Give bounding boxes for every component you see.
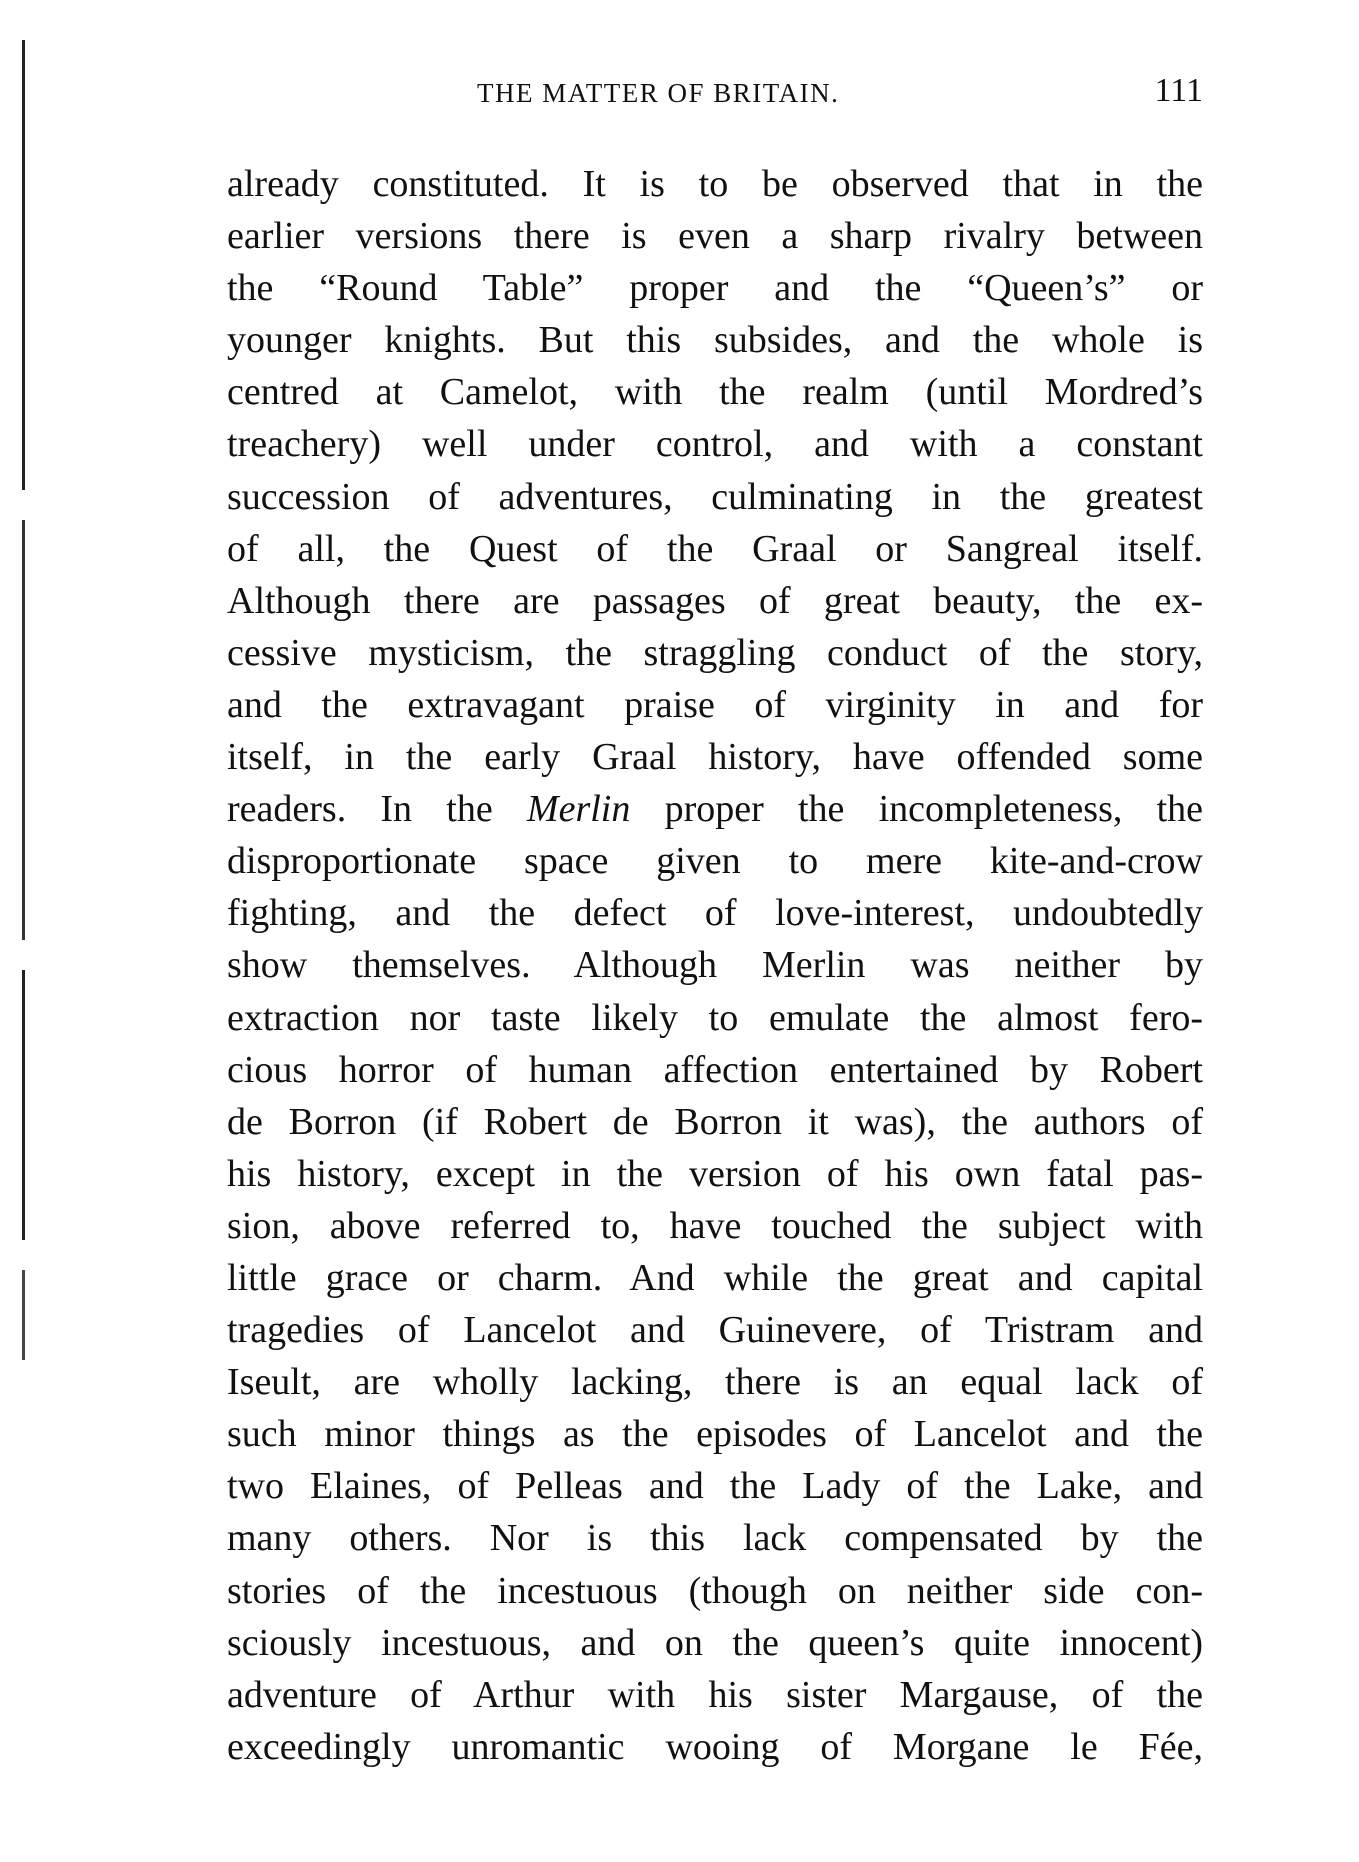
text-line: cessive mysticism, the straggling conduct of the story,: [227, 631, 1203, 674]
text-line: such minor things as the episodes of Lancelot and the: [227, 1413, 1203, 1456]
text-line: two Elaines, of Pelleas and the Lady of the Lake, and: [227, 1465, 1203, 1508]
text-line: adventure of Arthur with his sister Margause, of the: [227, 1673, 1203, 1716]
running-title: THE MATTER OF BRITAIN.: [477, 78, 840, 108]
text-line: readers. In the Merlin proper the incompleteness, the: [227, 788, 1204, 831]
text-line: stories of the incestuous (though on neither side con-: [227, 1569, 1203, 1612]
text-line: treachery) well under control, and with a constant: [227, 423, 1203, 466]
text-line: centred at Camelot, with the realm (until Mordred’s: [227, 371, 1203, 414]
text-line: fighting, and the defect of love-interest, undoubtedly: [227, 892, 1203, 935]
text-line: many others. Nor is this lack compensated by the: [227, 1517, 1203, 1560]
text-line: sciously incestuous, and on the queen’s quite innocent): [227, 1621, 1203, 1664]
text-line: and the extravagant praise of virginity in and for: [227, 683, 1203, 726]
text-line: extraction nor taste likely to emulate the almost fero-: [227, 996, 1203, 1039]
italic-title: Merlin: [526, 788, 631, 831]
text-line: de Borron (if Robert de Borron it was), the authors of: [227, 1100, 1203, 1143]
text-line: already constituted. It is to be observed that in the: [227, 163, 1203, 205]
page-header: [227, 72, 1203, 122]
text-line: Although there are passages of great beauty, the ex-: [227, 579, 1203, 622]
text-line: itself, in the early Graal history, have offended some: [227, 736, 1203, 779]
text-line: Iseult, are wholly lacking, there is an equal lack of: [227, 1361, 1203, 1404]
text-line: cious horror of human affection entertained by Robert: [227, 1048, 1203, 1091]
page-edge-shadow: [22, 40, 25, 1540]
text-line: little grace or charm. And while the great and capital: [227, 1256, 1203, 1299]
text-line: show themselves. Although Merlin was neither by: [227, 944, 1203, 987]
text-line: his history, except in the version of his own fatal pas-: [227, 1152, 1203, 1195]
text-line: younger knights. But this subsides, and the whole is: [227, 319, 1203, 362]
text-line: sion, above referred to, have touched the subject with: [227, 1204, 1203, 1247]
text-line: succession of adventures, culminating in the greatest: [227, 475, 1203, 518]
text-line: tragedies of Lancelot and Guinevere, of Tristram and: [227, 1309, 1203, 1352]
text-line: the “Round Table” proper and the “Queen’s” or: [227, 267, 1203, 310]
page-number: 111: [1154, 72, 1203, 109]
text-line: disproportionate space given to mere kite-and-crow: [227, 840, 1203, 883]
text-line: exceedingly unromantic wooing of Morgane le Fée,: [227, 1725, 1203, 1768]
text-line: of all, the Quest of the Graal or Sangreal itself.: [227, 527, 1203, 570]
text-line: earlier versions there is even a sharp rivalry between: [227, 215, 1203, 258]
body-text: [227, 158, 1203, 1773]
